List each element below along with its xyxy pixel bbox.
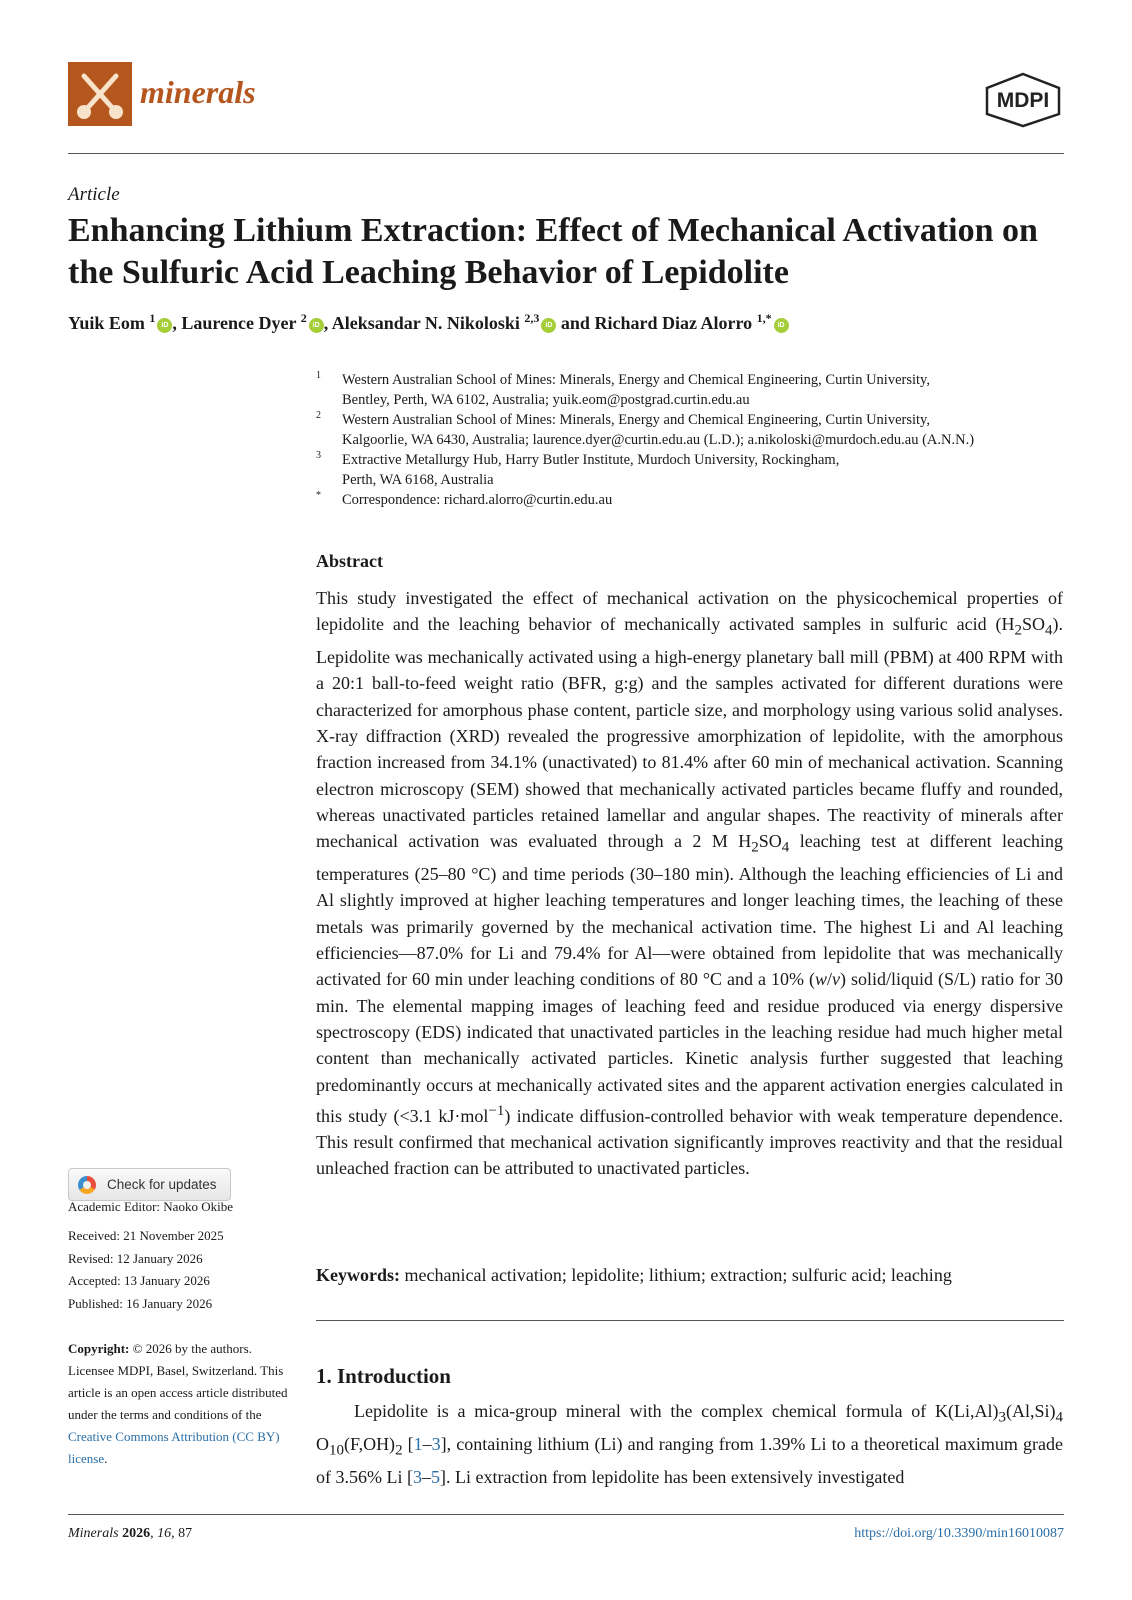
copyright-text: © 2026 by the authors. Licensee MDPI, Basel, Switzerland. This article is an open access article distributed under the terms and conditions of the bbox=[68, 1341, 288, 1422]
author-affiliation-ref: 1 bbox=[149, 311, 156, 325]
check-for-updates-label: Check for updates bbox=[107, 1177, 217, 1192]
license-link[interactable]: Creative Commons Attribution (CC BY) license bbox=[68, 1429, 280, 1466]
footer-divider bbox=[68, 1514, 1064, 1515]
author-name: Aleksandar N. Nikoloski bbox=[331, 313, 520, 333]
doi-link[interactable]: https://doi.org/10.3390/min16010087 bbox=[854, 1526, 1064, 1541]
affiliation-text: Western Australian School of Mines: Minerals, Energy and Chemical Engineering, Curtin University, Bentley, Perth, WA 6102, Australia; yuik.eom@postgrad.curtin.edu.au bbox=[342, 372, 930, 408]
author-affiliation-ref: 1,* bbox=[756, 311, 772, 325]
publication-date: Received: 21 November 2025 bbox=[68, 1228, 224, 1243]
author-affiliation-ref: 2 bbox=[300, 311, 307, 325]
academic-editor: Academic Editor: Naoko Okibe bbox=[68, 1199, 233, 1214]
introduction-heading: 1. Introduction bbox=[316, 1364, 451, 1388]
keywords-text: mechanical activation; lepidolite; lithium; extraction; sulfuric acid; leaching bbox=[404, 1265, 952, 1285]
orcid-icon[interactable]: iD bbox=[157, 318, 172, 333]
affiliation-text: Extractive Metallurgy Hub, Harry Butler Institute, Murdoch University, Rockingham, Perth, WA 6168, Australia bbox=[342, 452, 840, 488]
copyright-label: Copyright: bbox=[68, 1341, 130, 1356]
introduction-text: Lepidolite is a mica-group mineral with the complex chemical formula of $K(Li,Al)_3(Al,Si)_4$ $O_{10}(F,OH)_2$ [1–3], containing lithium (Li) and ranging from 1.39% Li to a theoretical maximum grade of 3.56% Li [3–5]. Li extraction from lepidolite has been extensively investigated bbox=[316, 1401, 1063, 1487]
license-end: . bbox=[104, 1451, 108, 1466]
keywords bbox=[316, 1265, 1076, 1286]
publisher-name: MDPI bbox=[996, 89, 1050, 112]
affiliation-item bbox=[316, 490, 1076, 510]
author-name: Laurence Dyer bbox=[181, 313, 297, 333]
keywords-label: Keywords: bbox=[316, 1265, 400, 1285]
orcid-icon[interactable]: iD bbox=[774, 318, 789, 333]
author-affiliation-ref: 2,3 bbox=[524, 311, 540, 325]
section-divider bbox=[316, 1320, 1064, 1321]
footer-journal: Minerals bbox=[68, 1526, 119, 1541]
affiliation-number: 3 bbox=[316, 450, 321, 461]
orcid-icon[interactable]: iD bbox=[541, 318, 556, 333]
affiliation-number: 1 bbox=[316, 370, 321, 381]
footer-year: 2026 bbox=[122, 1526, 151, 1541]
affiliation-number: * bbox=[316, 490, 321, 501]
mdpi-logo-icon bbox=[983, 72, 1063, 128]
affiliation-item bbox=[316, 410, 1076, 450]
orcid-icon[interactable]: iD bbox=[309, 318, 324, 333]
publication-date: Published: 16 January 2026 bbox=[68, 1295, 213, 1311]
author-name: Richard Diaz Alorro bbox=[594, 313, 753, 333]
article-title: Enhancing Lithium Extraction: Effect of Mechanical Activation on the Sulfuric Acid Leaching Behavior of Lepidolite bbox=[68, 212, 1038, 291]
crossmark-icon bbox=[78, 1176, 96, 1194]
header-divider bbox=[68, 153, 1064, 154]
affiliation-text: Western Australian School of Mines: Minerals, Energy and Chemical Engineering, Curtin University, Kalgoorlie, WA 6430, Australia; laurence.dyer@curtin.edu.au (L.D.); a.nikoloski@murdoch.edu.au (A.N.N.) bbox=[342, 412, 975, 448]
footer-citation: Minerals 2026, 16, 87 bbox=[68, 1526, 193, 1541]
abstract-heading: Abstract bbox=[316, 551, 383, 571]
footer-article: 87 bbox=[178, 1526, 193, 1541]
copyright-notice bbox=[68, 1338, 298, 1470]
abstract-text: This study investigated the effect of mechanical activation on the physicochemical properties of lepidolite and the leaching behavior of mechanically activated samples in sulfuric acid $(H_2SO_4)$. Lepidolite was mechanically activated using a high-energy planetary ball mill (PBM) at 400 RPM with a 20:1 ball-to-feed weight ratio (BFR, g:g) and the samples activated for different durations were characterized for amorphous phase content, particle size, and morphology using various solid analyses. X-ray diffraction (XRD) revealed the progressive amorphization of lepidolite, with the amorphous fraction increased from 34.1% (unactivated) to 81.4% after 60 min of mechanical activation. Scanning electron microscopy (SEM) showed that mechanically activated particles became fluffy and rounded, whereas unactivated particles retained lamellar and angular shapes. The reactivity of minerals after mechanical activation was evaluated through a 2 M $H_2SO_4$ leaching test at different leaching temperatures (25–80 °C) and time periods (30–180 min). Although the leaching efficiencies of Li and Al slightly improved at higher leaching temperatures and longer leaching times, the leaching of these metals was primarily governed by the mechanical activation time. The highest Li and Al leaching efficiencies—87.0% for Li and 79.4% for Al—were obtained from lepidolite that was mechanically activated for 60 min under leaching conditions of 80 °C and a 10% (w/v) solid/liquid (S/L) ratio for 30 min. The elemental mapping images of leaching feed and residue produced via energy dispersive spectroscopy (EDS) indicated that unactivated particles in the leaching residue had much higher metal content than mechanically activated particles. Kinetic analysis further suggested that leaching predominantly occurs at mechanically activated sites and the apparent activation energies calculated in this study (<3.1 kJ·mol$^{-1}$) indicate diffusion-controlled behavior with weak temperature dependence. This result confirmed that mechanical activation significantly improves reactivity and that the residual unleached fraction can be attributed to unactivated particles. bbox=[316, 588, 1063, 1179]
author-name: Yuik Eom bbox=[68, 313, 145, 333]
affiliation-item bbox=[316, 450, 1076, 490]
journal-logo-icon bbox=[68, 62, 132, 126]
article-type: Article bbox=[68, 184, 120, 205]
affiliation-item bbox=[316, 370, 1076, 410]
author-list: Yuik Eom $^1$iD , Laurence Dyer $^2$iD , Aleksandar N. Nikoloski $^{2,3}$iD and Richard Diaz Alorro $^{1,*}$iD bbox=[68, 311, 1068, 334]
affiliation-text: Correspondence: richard.alorro@curtin.edu.au bbox=[342, 492, 613, 508]
affiliation-number: 2 bbox=[316, 410, 321, 421]
footer-volume: 16 bbox=[157, 1526, 172, 1541]
publication-date: Accepted: 13 January 2026 bbox=[68, 1273, 210, 1288]
journal-name: minerals bbox=[140, 74, 256, 110]
publication-date: Revised: 12 January 2026 bbox=[68, 1250, 203, 1266]
